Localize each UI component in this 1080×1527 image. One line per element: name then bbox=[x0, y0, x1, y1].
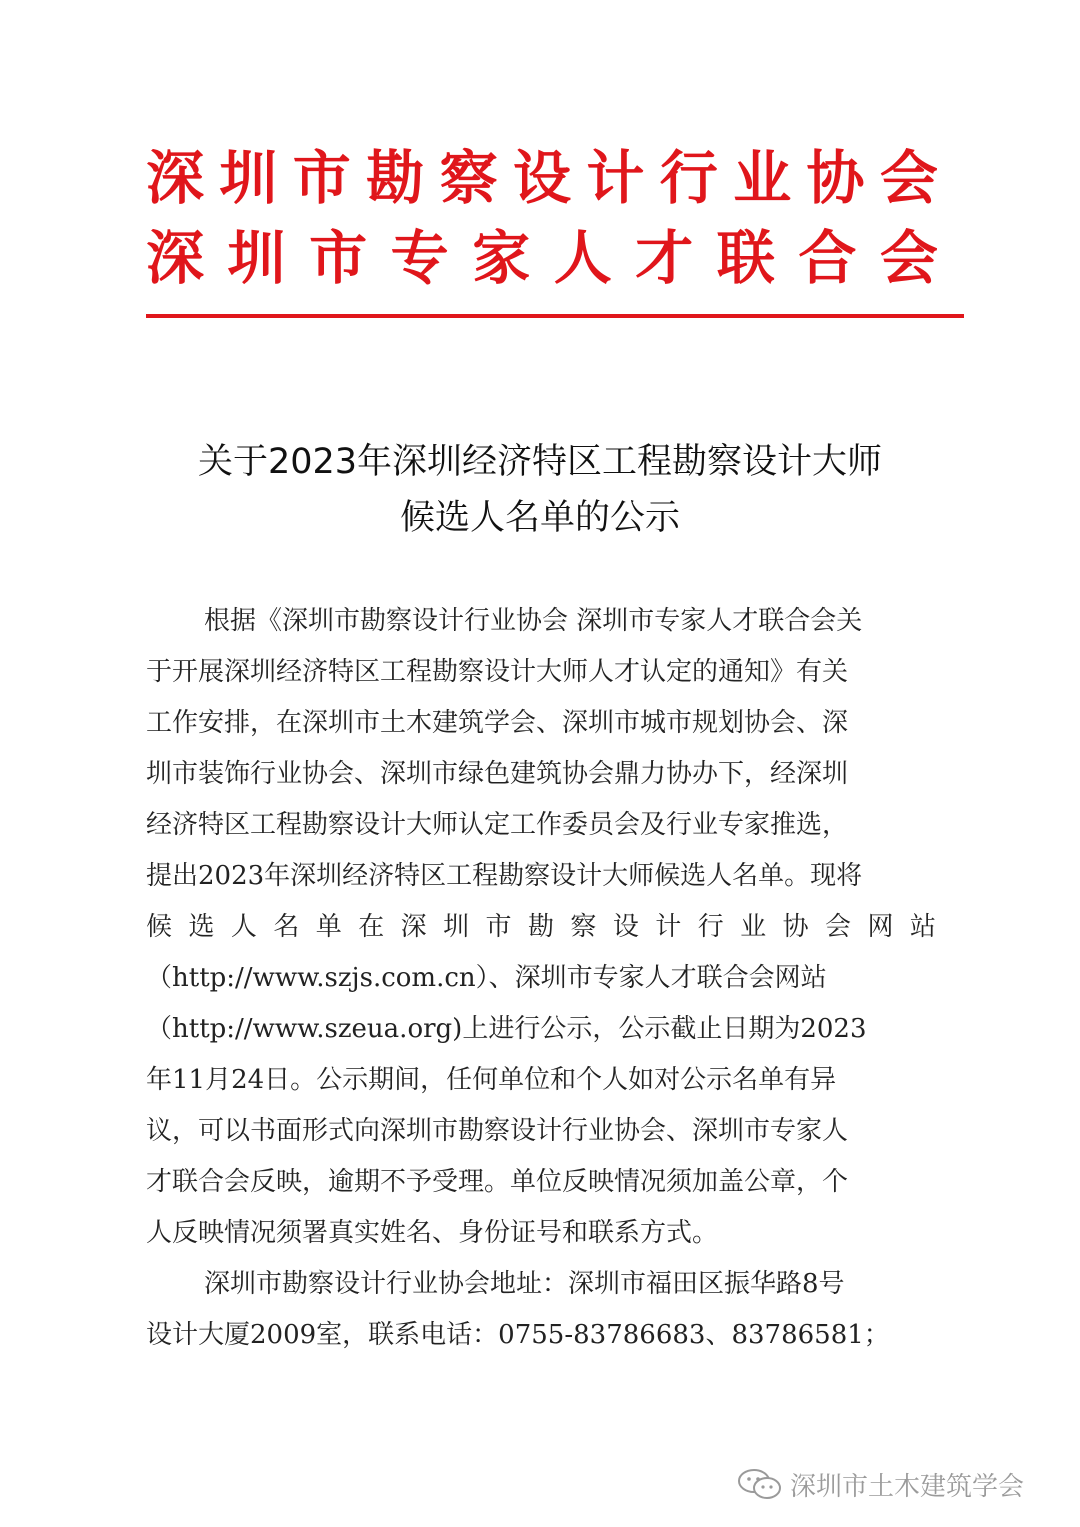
body-line: 经济特区工程勘察设计大师认定工作委员会及行业专家推选， bbox=[146, 810, 849, 840]
body-char: 网 bbox=[867, 912, 894, 942]
org_line_1-char: 深 bbox=[146, 144, 205, 212]
title-line-1: 关于2023年深圳经济特区工程勘察设计大师 bbox=[197, 442, 883, 482]
body-char: 设 bbox=[612, 912, 639, 942]
body-line: （http://www.szeua.org)上进行公示，公示截止日期为2023 bbox=[146, 1014, 867, 1044]
body-char: 会 bbox=[825, 912, 852, 942]
org_line_1-char: 勘 bbox=[366, 144, 425, 212]
org_line_1-char: 业 bbox=[733, 144, 792, 212]
letterhead-org-2 bbox=[146, 218, 938, 298]
body-char: 勘 bbox=[527, 912, 554, 942]
body-char: 在 bbox=[358, 912, 385, 942]
body-char: 人 bbox=[230, 912, 257, 942]
org_line_1-char: 市 bbox=[292, 144, 351, 212]
org_line_1-char: 会 bbox=[879, 144, 938, 212]
org_line_1-char: 计 bbox=[586, 144, 645, 212]
body-char: 察 bbox=[570, 912, 597, 942]
wechat-icon bbox=[736, 1467, 784, 1501]
letterhead bbox=[0, 138, 1080, 298]
org_line_1-char: 协 bbox=[806, 144, 865, 212]
org_line_2-char: 圳 bbox=[227, 224, 286, 292]
body-line: 深圳市勘察设计行业协会地址：深圳市福田区振华路8号 bbox=[204, 1269, 845, 1299]
body-line: 提出2023年深圳经济特区工程勘察设计大师候选人名单。现将 bbox=[146, 861, 863, 891]
body-char: 业 bbox=[740, 912, 767, 942]
org_line_1-char: 圳 bbox=[219, 144, 278, 212]
letterhead-org-1 bbox=[146, 138, 938, 218]
org_line_2-char: 人 bbox=[553, 224, 612, 292]
body-char: 深 bbox=[400, 912, 427, 942]
org_line_2-char: 联 bbox=[716, 224, 775, 292]
org_line_1-char: 行 bbox=[659, 144, 718, 212]
document-body bbox=[146, 596, 936, 1361]
body-line: 工作安排，在深圳市土木建筑学会、深圳市城市规划协会、深 bbox=[146, 708, 849, 738]
body-char: 单 bbox=[315, 912, 342, 942]
org_line_1-char: 设 bbox=[512, 144, 571, 212]
body-char: 候 bbox=[146, 912, 173, 942]
body-line: 人反映情况须署真实姓名、身份证号和联系方式。 bbox=[146, 1218, 719, 1248]
org_line_2-char: 才 bbox=[635, 224, 694, 292]
document-title bbox=[0, 434, 1080, 546]
body-line: 才联合会反映，逾期不予受理。单位反映情况须加盖公章，个 bbox=[146, 1167, 849, 1197]
body-line: 于开展深圳经济特区工程勘察设计大师人才认定的通知》有关 bbox=[146, 657, 849, 687]
body-char: 计 bbox=[655, 912, 682, 942]
body-line: 议，可以书面形式向深圳市勘察设计行业协会、深圳市专家人 bbox=[146, 1116, 849, 1146]
body-line: （http://www.szjs.com.cn）、深圳市专家人才联合会网站 bbox=[146, 963, 827, 993]
org_line_2-char: 合 bbox=[798, 224, 857, 292]
org_line_2-char: 深 bbox=[146, 224, 205, 292]
body-char: 名 bbox=[273, 912, 300, 942]
body-line: 圳市装饰行业协会、深圳市绿色建筑协会鼎力协办下，经深圳 bbox=[146, 759, 849, 789]
org_line_2-char: 家 bbox=[472, 224, 531, 292]
org_line_1-char: 察 bbox=[439, 144, 498, 212]
org_line_2-char: 专 bbox=[390, 224, 449, 292]
body-line bbox=[146, 902, 936, 953]
body-line: 根据《深圳市勘察设计行业协会 深圳市专家人才联合会关 bbox=[204, 606, 863, 636]
body-line: 设计大厦2009室，联系电话：0755-83786683、83786581； bbox=[146, 1320, 890, 1350]
body-char: 市 bbox=[485, 912, 512, 942]
body-line: 年11月24日。公示期间，任何单位和个人如对公示名单有异 bbox=[146, 1065, 837, 1095]
body-char: 选 bbox=[188, 912, 215, 942]
title-line-2: 候选人名单的公示 bbox=[399, 498, 680, 538]
letterhead-red-rule bbox=[146, 314, 964, 318]
body-char: 行 bbox=[697, 912, 724, 942]
org_line_2-char: 市 bbox=[309, 224, 368, 292]
org_line_2-char: 会 bbox=[879, 224, 938, 292]
body-char: 圳 bbox=[443, 912, 470, 942]
body-char: 站 bbox=[909, 912, 936, 942]
body-char: 协 bbox=[782, 912, 809, 942]
watermark-text: 深圳市土木建筑学会 bbox=[790, 1471, 1025, 1502]
source-watermark bbox=[736, 1464, 1024, 1504]
